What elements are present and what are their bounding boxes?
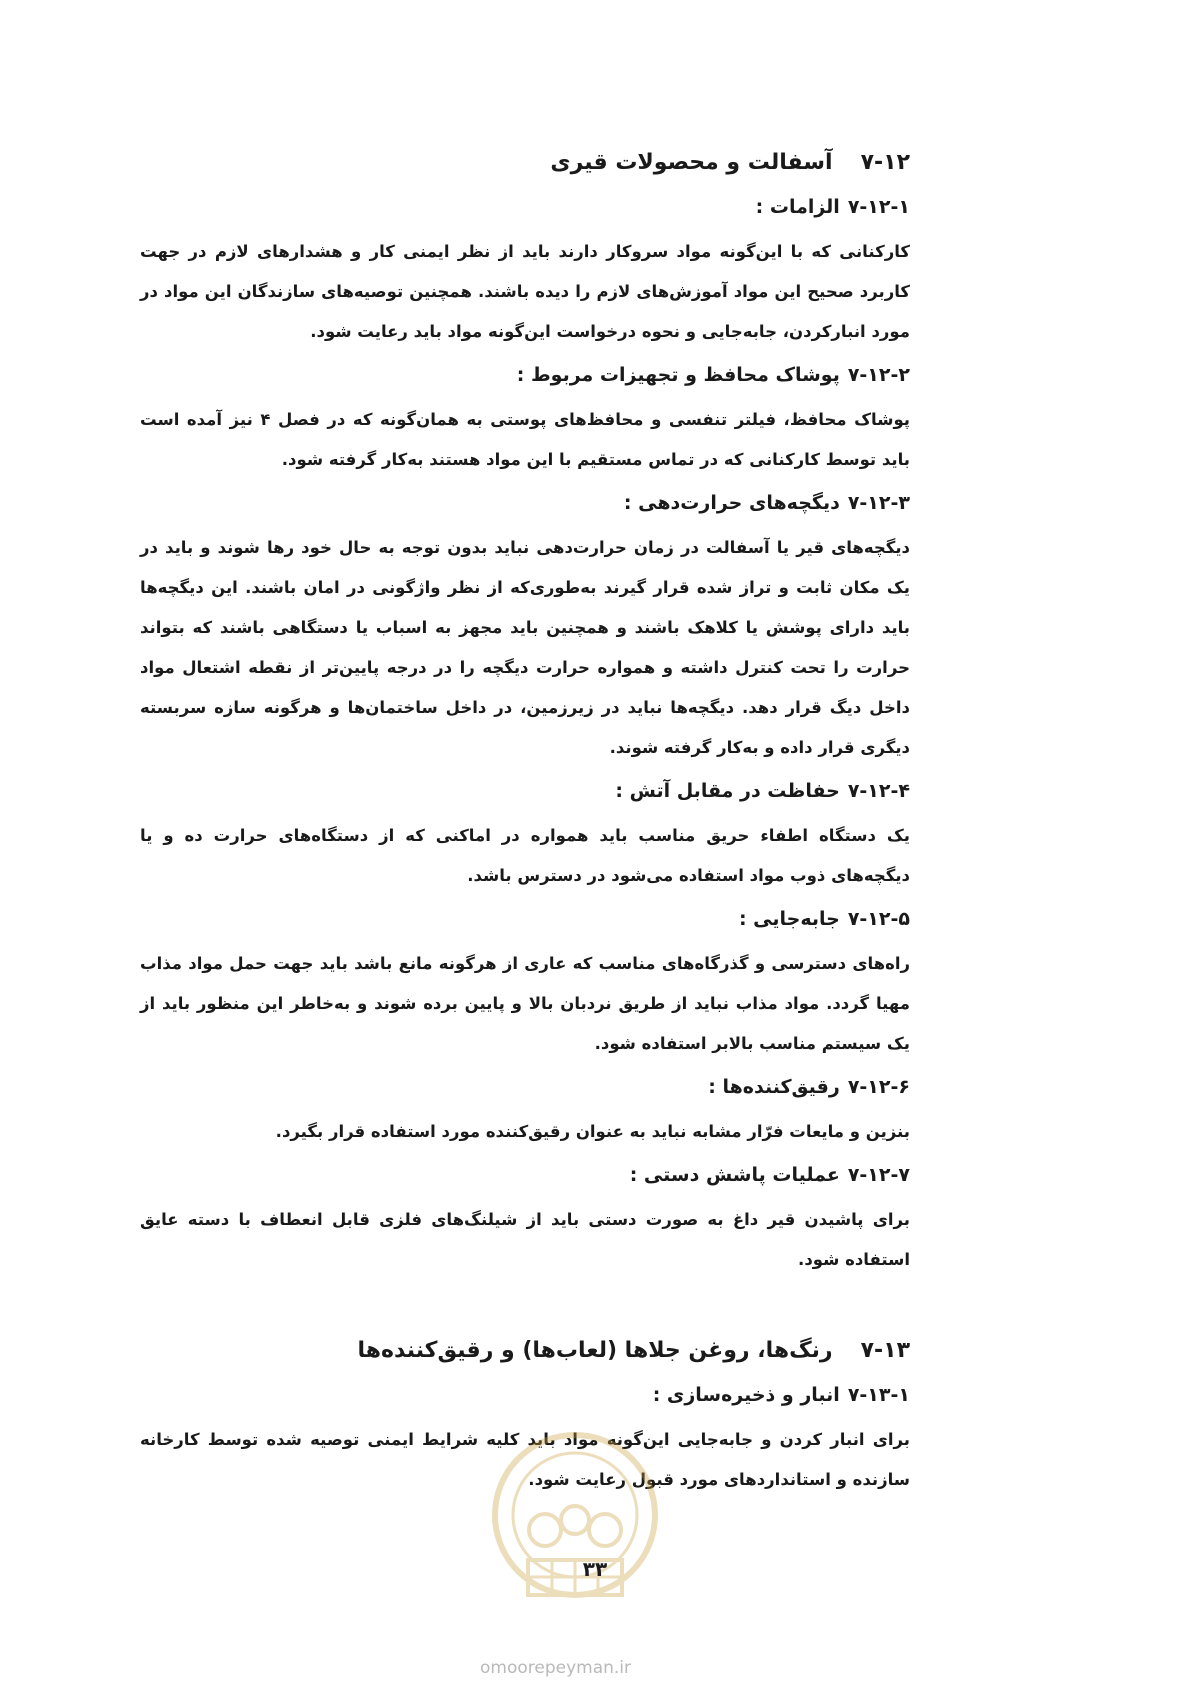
document-page xyxy=(140,140,910,1506)
subsection-heading xyxy=(140,774,910,808)
paragraph: پوشاک محافظ، فیلتر تنفسی و محافظ‌های پوستی به همان‌گونه که در فصل ۴ نیز آمده است باید توسط کارکنانی که در تماس مستقیم با این مواد هستند به‌کار گرفته شود. xyxy=(140,410,911,469)
subsection-title: عملیات پاشش دستی : xyxy=(629,1164,840,1186)
subsection-heading xyxy=(140,358,910,392)
subsection-title: دیگچه‌های حرارت‌دهی : xyxy=(623,492,840,514)
subsection-heading xyxy=(140,1070,910,1104)
subsection-heading xyxy=(140,902,910,936)
subsection-heading xyxy=(140,1378,910,1412)
subsection-title: جابه‌جایی : xyxy=(738,908,840,930)
section-number: ۷-۱۲ xyxy=(860,150,910,175)
subsection-title: رقیق‌کننده‌ها : xyxy=(708,1076,840,1098)
paragraph: دیگچه‌های قیر یا آسفالت در زمان حرارت‌دهی نباید بدون توجه به حال خود رها شوند و باید در یک مکان ثابت و تراز شده قرار گیرند به‌طوری‌که از نظر واژگونی در امان باشند. این دیگچه‌ها باید دارای پوشش یا کلاهک باشند و همچنین باید مجهز به اسباب یا دستگاهی باشند که بتواند حرارت را تحت کنترل داشته و همواره حرارت دیگچه را در درجه پایین‌تر از نقطه اشتعال مواد داخل دیگ قرار دهد. دیگچه‌ها نباید در زیرزمین، در داخل ساختمان‌ها و هرگونه سازه سربسته دیگری قرار داده و به‌کار گرفته شوند. xyxy=(140,538,910,757)
section-heading xyxy=(140,1334,910,1368)
paragraph: برای پاشیدن قیر داغ به صورت دستی باید از شیلنگ‌های فلزی قابل انعطاف با دسته عایق استفاده شود. xyxy=(140,1210,910,1269)
paragraph: راه‌های دسترسی و گذرگاه‌های مناسب که عاری از هرگونه مانع باشد باید جهت حمل مواد مذاب مهیا گردد. مواد مذاب نباید از طریق نردبان بالا و پایین برده شوند و به‌خاطر این منظور باید از یک سیستم مناسب بالابر استفاده شود. xyxy=(140,954,910,1053)
paragraph: بنزین و مایعات فرّار مشابه نباید به عنوان رقیق‌کننده مورد استفاده قرار بگیرد. xyxy=(275,1122,910,1141)
subsection-number: ۷-۱۲-۶ xyxy=(847,1076,910,1098)
subsection-title: حفاظت در مقابل آتش : xyxy=(615,780,840,802)
subsection-number: ۷-۱۲-۲ xyxy=(847,364,910,386)
section-heading xyxy=(140,146,910,180)
subsection-heading xyxy=(140,486,910,520)
subsection-title: الزامات : xyxy=(755,196,840,218)
subsection-number: ۷-۱۲-۳ xyxy=(847,492,910,514)
watermark-seal-icon xyxy=(490,1410,660,1620)
subsection-number: ۷-۱۲-۵ xyxy=(847,908,910,930)
paragraph: یک دستگاه اطفاء حریق مناسب باید همواره در اماکنی که از دستگاه‌های حرارت ده و یا دیگچه‌های ذوب مواد استفاده می‌شود در دسترس باشد. xyxy=(140,826,910,885)
subsection-number: ۷-۱۲-۴ xyxy=(847,780,910,802)
paragraph: کارکنانی که با این‌گونه مواد سروکار دارند باید از نظر ایمنی کار و هشدارهای لازم در جهت کاربرد صحیح این مواد آموزش‌های لازم را دیده باشند. همچنین توصیه‌های سازندگان این مواد در مورد انبارکردن، جابه‌جایی و نحوه درخواست این‌گونه مواد باید رعایت شود. xyxy=(140,242,910,341)
page-number: ۳۳ xyxy=(582,1557,608,1581)
subsection-title: انبار و ذخیره‌سازی : xyxy=(652,1384,840,1406)
subsection-number: ۷-۱۲-۱ xyxy=(847,196,910,218)
subsection-title: پوشاک محافظ و تجهیزات مربوط : xyxy=(516,364,840,386)
site-watermark: omoorepeyman.ir xyxy=(480,1658,632,1678)
subsection-number: ۷-۱۳-۱ xyxy=(847,1384,910,1406)
paragraph: برای انبار کردن و جابه‌جایی این‌گونه مواد باید کلیه شرایط ایمنی توصیه شده توسط کارخانه سازنده و استانداردهای مورد قبول رعایت شود. xyxy=(140,1430,910,1489)
subsection-heading xyxy=(140,1158,910,1192)
section-title: رنگ‌ها، روغن جلاها (لعاب‌ها) و رقیق‌کننده‌ها xyxy=(357,1338,833,1363)
section-number: ۷-۱۳ xyxy=(860,1338,910,1363)
subsection-number: ۷-۱۲-۷ xyxy=(847,1164,910,1186)
subsection-heading xyxy=(140,190,910,224)
section-title: آسفالت و محصولات قیری xyxy=(550,150,833,175)
